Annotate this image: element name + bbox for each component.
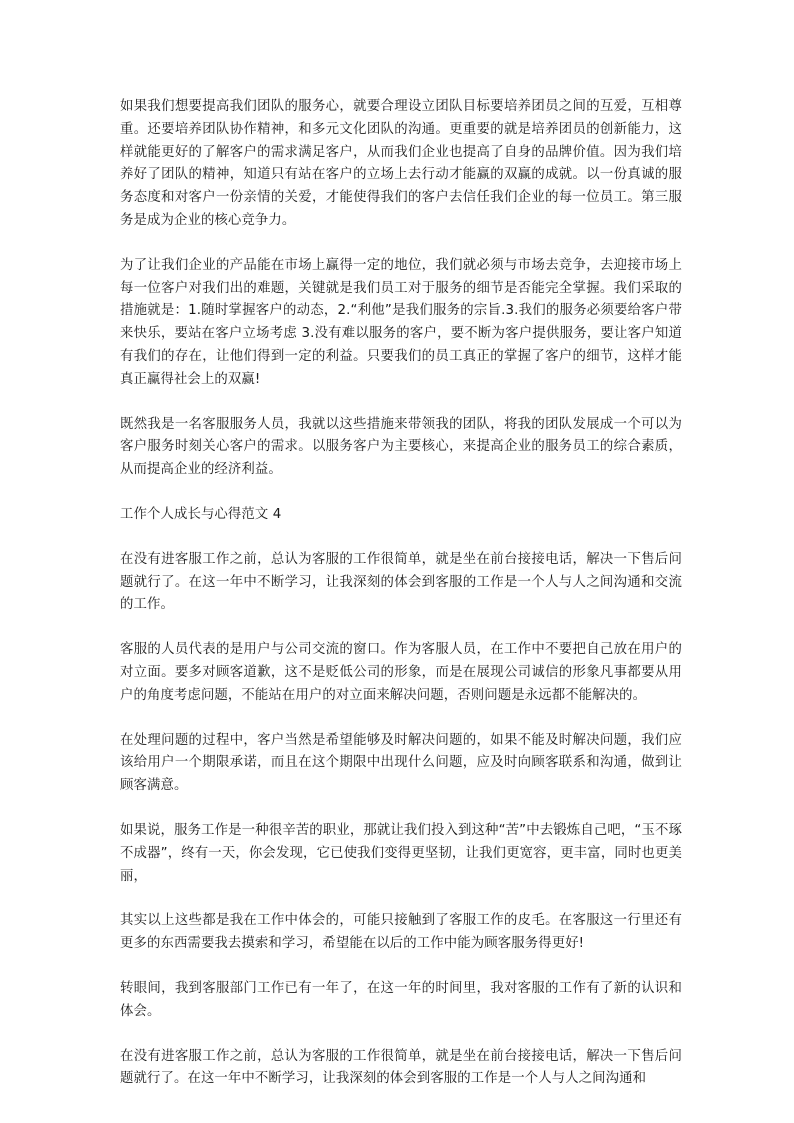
document-page [120,96,682,1113]
paragraph-one-year: 转眼间，我到客服部门工作已有一年了，在这一年的时间里，我对客服的工作有了新的认识和体会。 [120,980,682,1019]
paragraph-problem-handling: 在处理问题的过程中，客户当然是希望能够及时解决问题的，如果不能及时解决问题，我们应该给用户一个期限承诺，而且在这个期限中出现什么问题，应及时向顾客联系和沟通，做到让顾客满意。 [120,732,682,794]
paragraph-service-staff: 既然我是一名客服服务人员，我就以这些措施来带领我的团队，将我的团队发展成一个可以为客户服务时刻关心客户的需求。以服务客户为主要核心，来提高企业的服务员工的综合素质，从而提高企业的经济利益。 [120,416,682,478]
section-heading: 工作个人成长与心得范文 4 [120,506,282,522]
paragraph-before-job-repeat: 在没有进客服工作之前，总认为客服的工作很简单，就是坐在前台接接电话，解决一下售后问题就行了。在这一年中不断学习，让我深刻的体会到客服的工作是一个人与人之间沟通和 [120,1048,682,1087]
paragraph-team-service: 如果我们想要提高我们团队的服务心，就要合理设立团队目标要培养团员之间的互爱，互相尊重。还要培养团队协作精神，和多元文化团队的沟通。更重要的就是培养团员的创新能力，这样就能更好的了解客户的需求满足客户，从而我们企业也提高了自身的品牌价值。因为我们培养好了团队的精神，知道只有站在客户的立场上去行动才能赢的双赢的成就。以一份真诚的服务态度和对客户一份亲情的关爱，才能使得我们的客户去信任我们企业的每一位员工。第三服务是成为企业的核心竞争力。 [120,99,682,228]
paragraph-hard-work: 如果说，服务工作是一种很辛苦的职业，那就让我们投入到这种“苦”中去锻炼自己吧，“玉不琢不成器”，终有一天，你会发现，它已使我们变得更坚韧，让我们更宽容，更丰富，同时也更美丽， [120,822,682,884]
paragraph-market-competition: 为了让我们企业的产品能在市场上赢得一定的地位，我们就必须与市场去竞争，去迎接市场上每一位客户对我们出的难题，关键就是我们员工对于服务的细节是否能完全掌握。我们采取的措施就是：1.随时掌握客户的动态，2.“利他”是我们服务的宗旨.3.我们的服务必须要给客户带来快乐，要站在客户立场考虑 3.没有难以服务的客户，要不断为客户提供服务，要让客户知道有我们的存在，让他们得到一定的利益。只要我们的员工真正的掌握了客户的细节，这样才能真正赢得社会上的双赢! [120,257,682,387]
paragraph-experience: 其实以上这些都是我在工作中体会的，可能只接触到了客服工作的皮毛。在客服这一行里还有更多的东西需要我去摸索和学习，希望能在以后的工作中能为顾客服务得更好! [120,913,682,952]
paragraph-communication-window: 客服的人员代表的是用户与公司交流的窗口。作为客服人员，在工作中不要把自己放在用户的对立面。要多对顾客道歉，这不是贬低公司的形象，而是在展现公司诚信的形象凡事都要从用户的角度考虑问题，不能站在用户的对立面来解决问题，否则问题是永远都不能解决的。 [120,642,682,703]
paragraph-before-job: 在没有进客服工作之前，总认为客服的工作很简单，就是坐在前台接接电话，解决一下售后问题就行了。在这一年中不断学习，让我深刻的体会到客服的工作是一个人与人之间沟通和交流的工作。 [120,551,682,613]
